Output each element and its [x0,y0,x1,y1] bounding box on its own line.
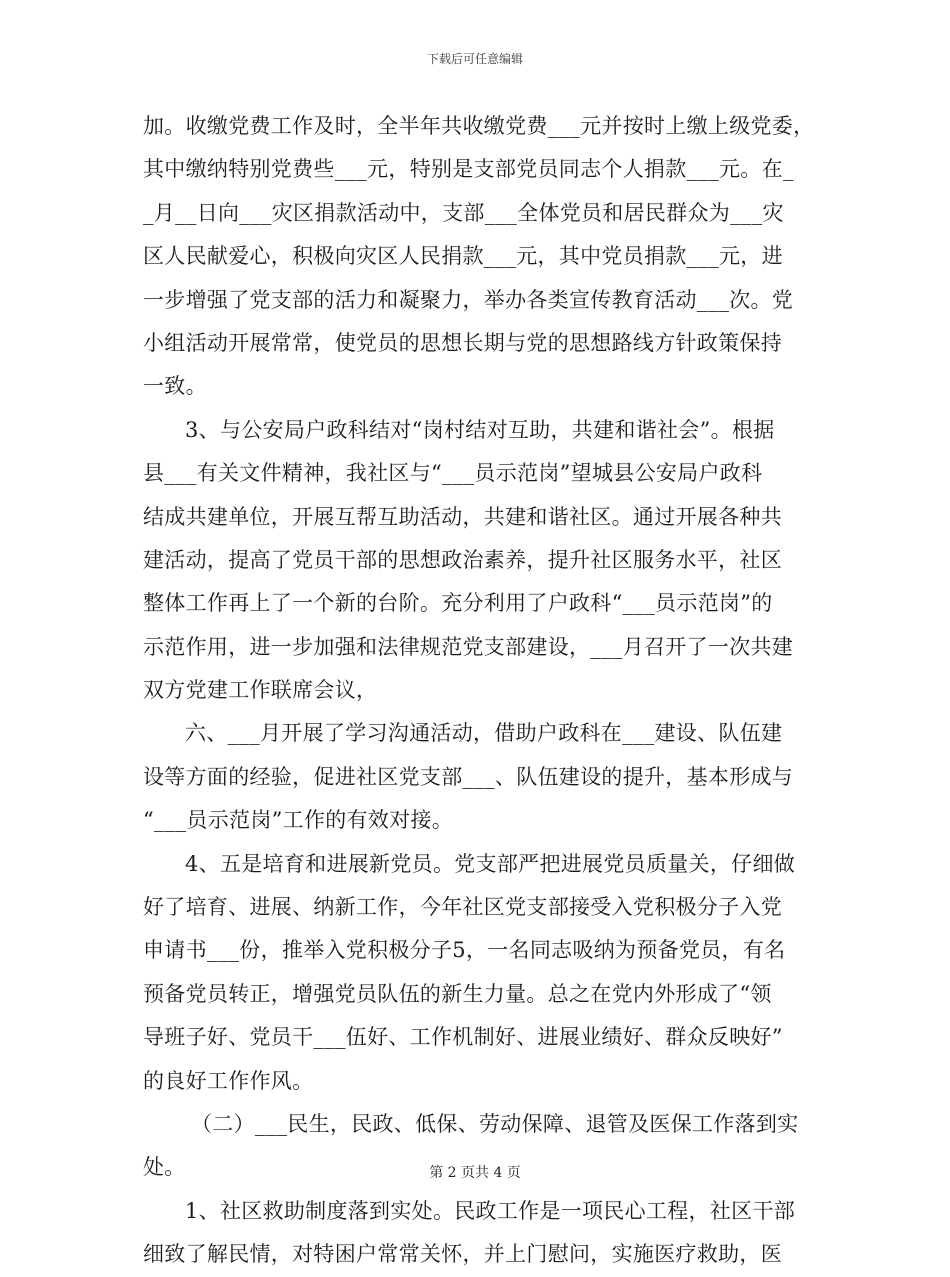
text-line: 小组活动开展常常，使党员的思想长期与党的思想路线方针政策保持 [143,330,782,355]
text-line: “___员示范岗”工作的有效对接。 [143,808,454,833]
text-line: 一致。 [143,374,207,399]
paragraph-start: 4、五是培育和进展新党员。党支部严把进展党员质量关，仔细做 [185,851,796,876]
text-line: 一步增强了党支部的活力和凝聚力，举办各类宣传教育活动___次。党 [143,287,794,312]
text-line: 结成共建单位，开展互帮互助活动，共建和谐社区。通过开展各种共 [143,504,782,529]
text-line: 加。收缴党费工作及时，全半年共收缴党费___元并按时上缴上级党委， [143,114,815,138]
text-line: 区人民献爱心，积极向灾区人民捐款___元，其中党员捐款___元，进 [143,244,783,269]
text-line: 设等方面的经验，促进社区党支部___、队伍建设的提升，基本形成与 [143,764,794,789]
text-line: 细致了解民情，对特困户常常关怀，并上门慰问，实施医疗救助，医 [143,1242,782,1267]
text-line: 示范作用，进一步加强和法律规范党支部建设，___月召开了一次共建 [143,634,794,659]
page-footer: 第 2 页共 4 页 [429,1165,521,1181]
paragraph-start: 3、与公安局户政科结对“岗村结对互助，共建和谐社会”。根据 [185,417,775,442]
paragraph-start: 六、___月开展了学习沟通活动，借助户政科在___建设、队伍建 [185,721,783,746]
text-line: 双方党建工作联席会议， [143,678,378,703]
text-line: 整体工作再上了一个新的台阶。充分利用了户政科“___员示范岗”的 [143,591,773,616]
text-line: 处。 [143,1155,186,1180]
text-line: 申请书___份，推举入党积极分子5，一名同志吸纳为预备党员，有名 [143,938,786,963]
text-line: 建活动，提高了党员干部的思想政治素养，提升社区服务水平，社区 [143,547,782,572]
section-heading: （二）___民生，民政、低保、劳动保障、退管及医保工作落到实 [191,1111,799,1136]
text-line: 预备党员转正，增强党员队伍的新生力量。总之在党内外形成了“领 [143,981,772,1006]
text-line: 的良好工作作风。 [143,1068,314,1093]
text-line: 县___有关文件精神，我社区与“___员示范岗”望城县公安局户政科 [143,461,763,486]
text-line: 其中缴纳特别党费些___元，特别是支部党员同志个人捐款___元。在_ [143,157,794,182]
text-line: _月__日向___灾区捐款活动中，支部___全体党员和居民群众为___灾 [143,200,784,225]
text-line: 好了培育、进展、纳新工作，今年社区党支部接受入党积极分子入党 [143,895,782,920]
document-body [143,105,815,1277]
page-header: 下载后可任意编辑 [426,52,523,66]
text-line: 导班子好、党员干___伍好、工作机制好、进展业绩好、群众反映好” [143,1025,783,1050]
paragraph-start: 1、社区救助制度落到实处。民政工作是一项民心工程，社区干部 [185,1198,796,1223]
